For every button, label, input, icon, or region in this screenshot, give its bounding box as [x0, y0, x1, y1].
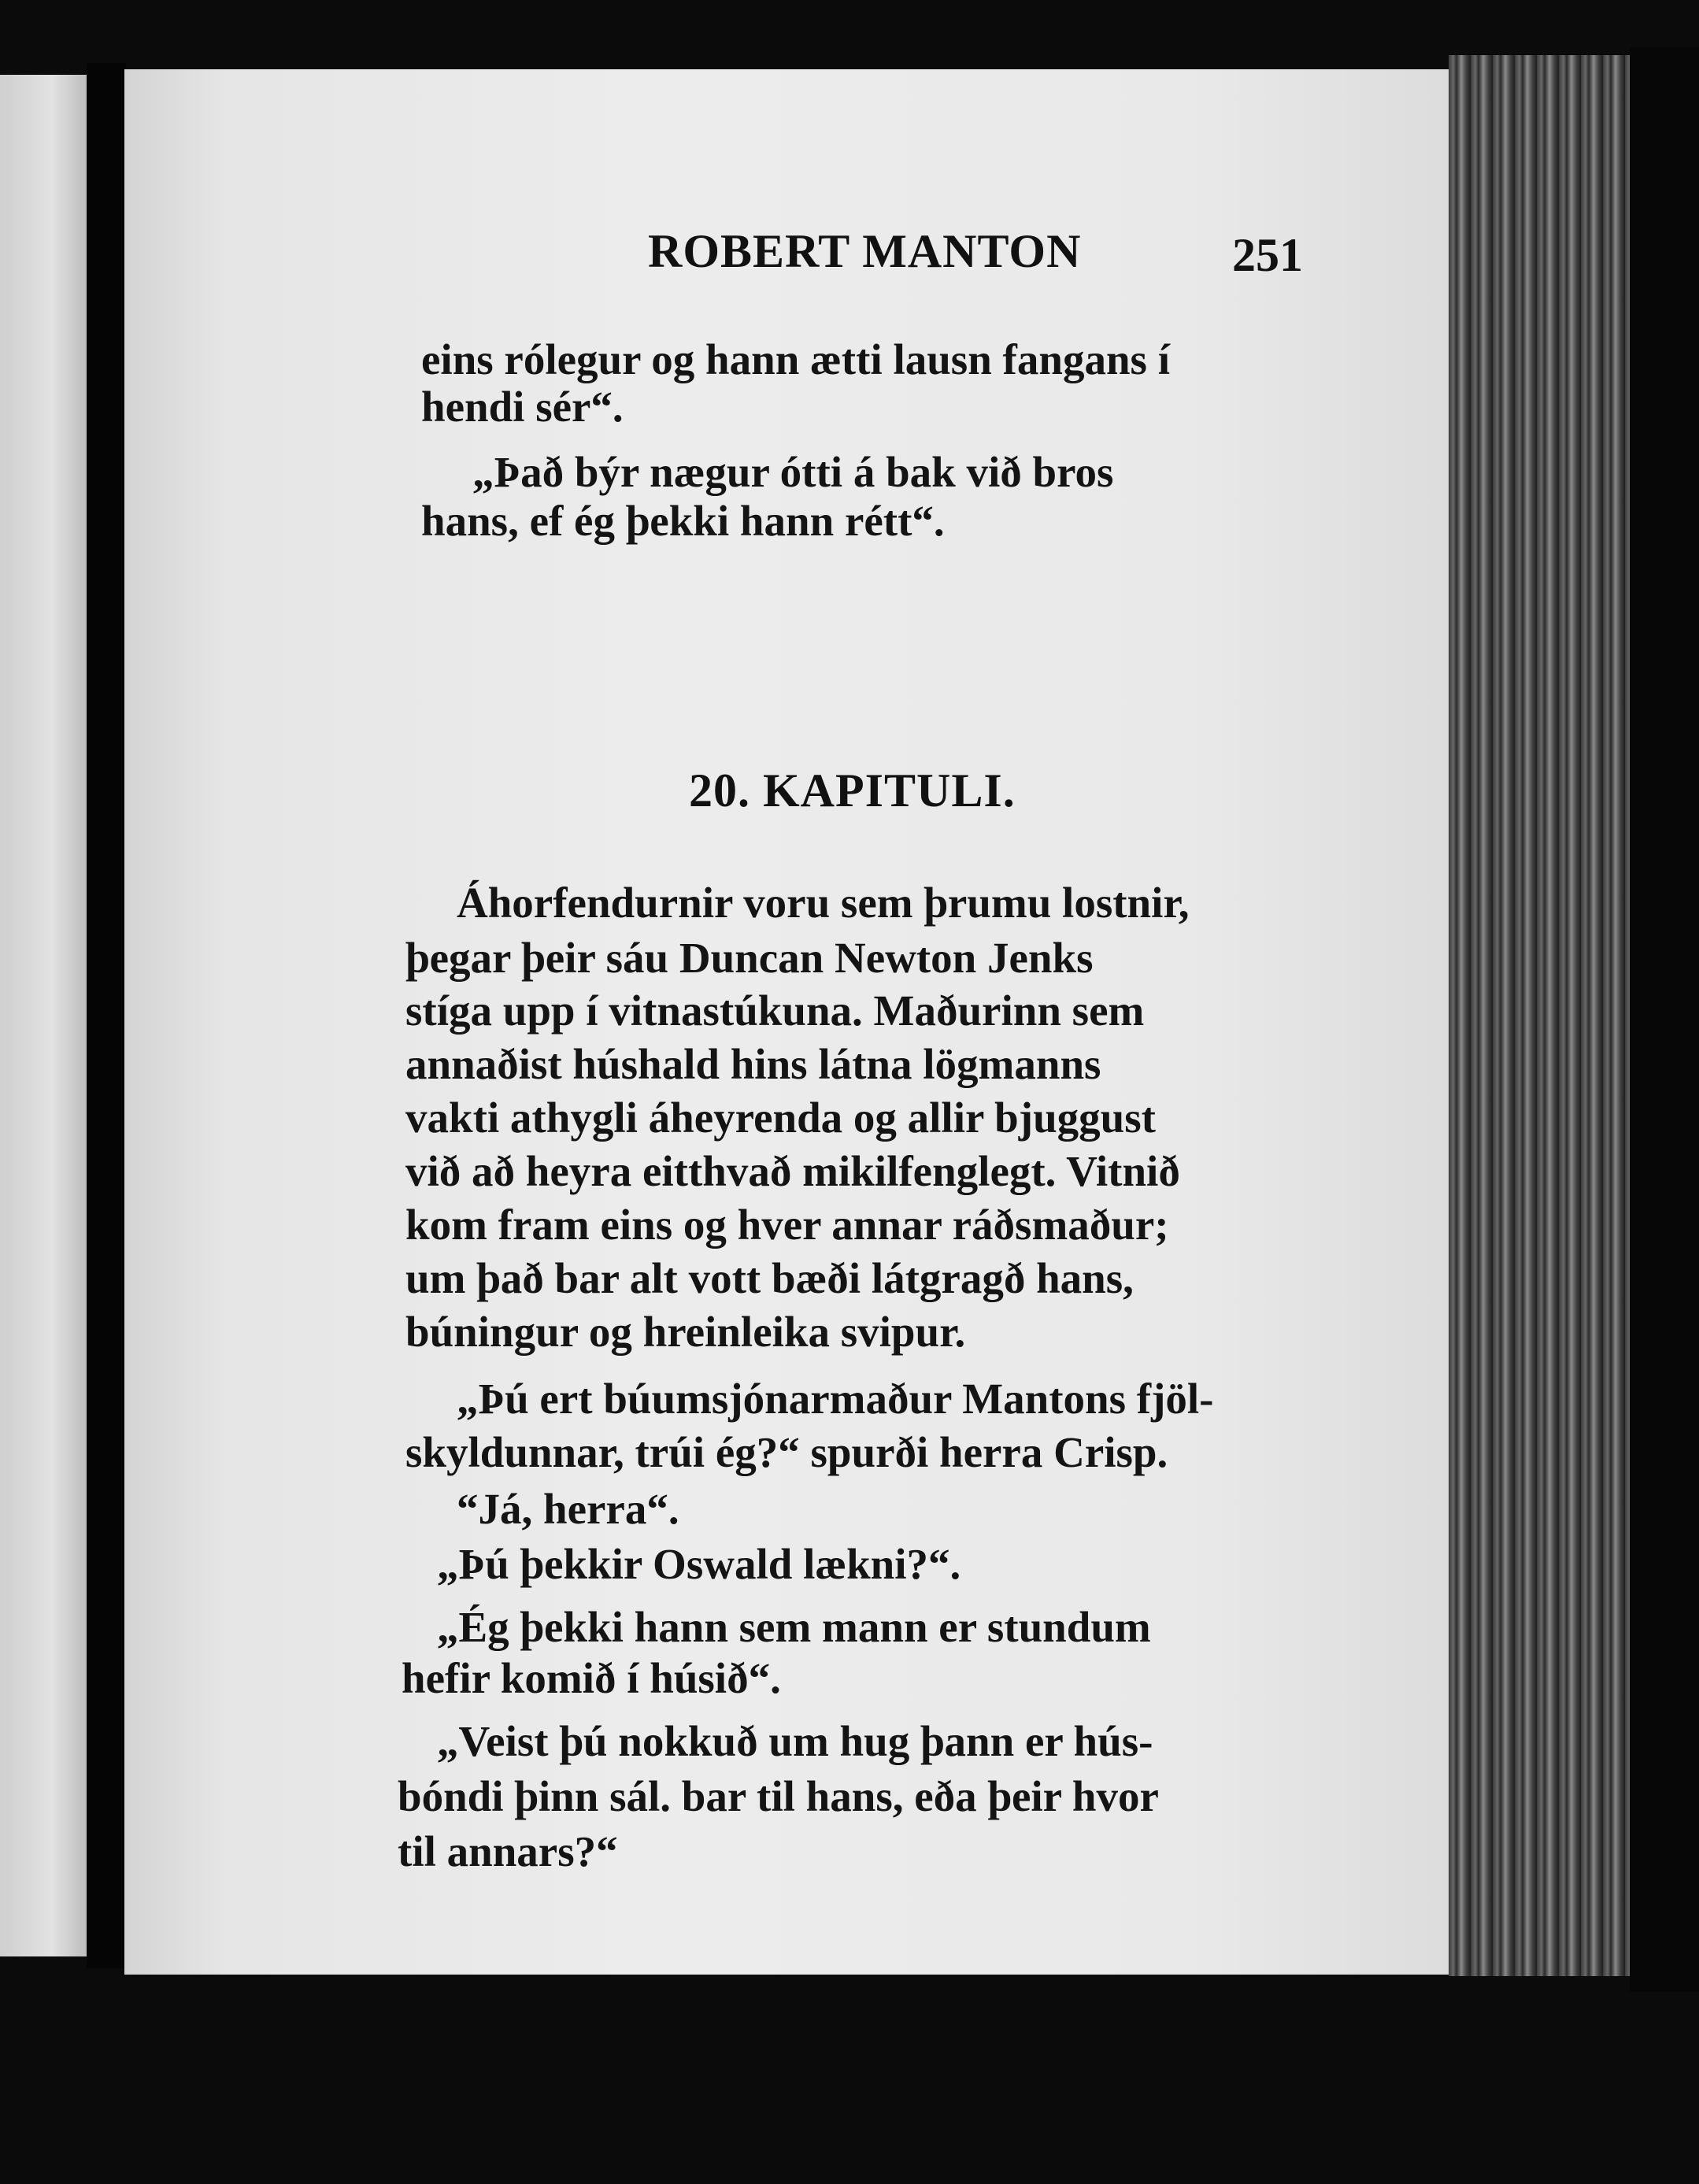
text-line: eins rólegur og hann ætti lausn fangans í — [421, 335, 1170, 383]
text-line: kom fram eins og hver annar ráðsmaður; — [405, 1201, 1169, 1249]
text-line: hendi sér“. — [421, 383, 624, 431]
chapter-title: 20. KAPITULI. — [689, 764, 1016, 816]
text-line: annaðist húshald hins látna lögmanns — [405, 1040, 1101, 1088]
running-head: ROBERT MANTON — [648, 225, 1082, 277]
text-line: stíga upp í vitnastúkuna. Maðurinn sem — [405, 987, 1145, 1035]
text-line: „Ég þekki hann sem mann er stundum — [437, 1603, 1151, 1651]
text-line: bóndi þinn sál. bar til hans, eða þeir hvor — [398, 1772, 1159, 1820]
text-line: vakti athygli áheyrenda og allir bjuggust — [405, 1094, 1156, 1142]
text-line: hans, ef ég þekki hann rétt“. — [421, 497, 945, 545]
text-line: hefir komið í húsið“. — [402, 1654, 781, 1702]
page-number: 251 — [1232, 229, 1303, 281]
text-line: þegar þeir sáu Duncan Newton Jenks — [405, 934, 1094, 982]
text-line: „Þú ert búumsjónarmaður Mantons fjöl- — [457, 1375, 1214, 1423]
book-gutter — [87, 63, 126, 1968]
text-line: „Það býr nægur ótti á bak við bros — [472, 448, 1114, 496]
previous-page-edge — [0, 75, 87, 1956]
text-line: “Já, herra“. — [457, 1485, 679, 1533]
text-line: „Veist þú nokkuð um hug þann er hús- — [437, 1717, 1153, 1765]
page-stack-edge — [1449, 55, 1630, 1976]
scan-border — [1630, 47, 1699, 1992]
text-line: við að heyra eitthvað mikilfenglegt. Vitnið — [405, 1147, 1180, 1195]
text-line: „Þú þekkir Oswald lækni?“. — [437, 1540, 961, 1588]
text-line: til annars?“ — [398, 1827, 618, 1875]
text-line: Áhorfendurnir voru sem þrumu lostnir, — [457, 879, 1190, 927]
text-line: um það bar alt vott bæði látgragð hans, — [405, 1254, 1134, 1302]
text-line: búningur og hreinleika svipur. — [405, 1308, 966, 1356]
text-line: skyldunnar, trúi ég?“ spurði herra Crisp. — [405, 1428, 1168, 1476]
